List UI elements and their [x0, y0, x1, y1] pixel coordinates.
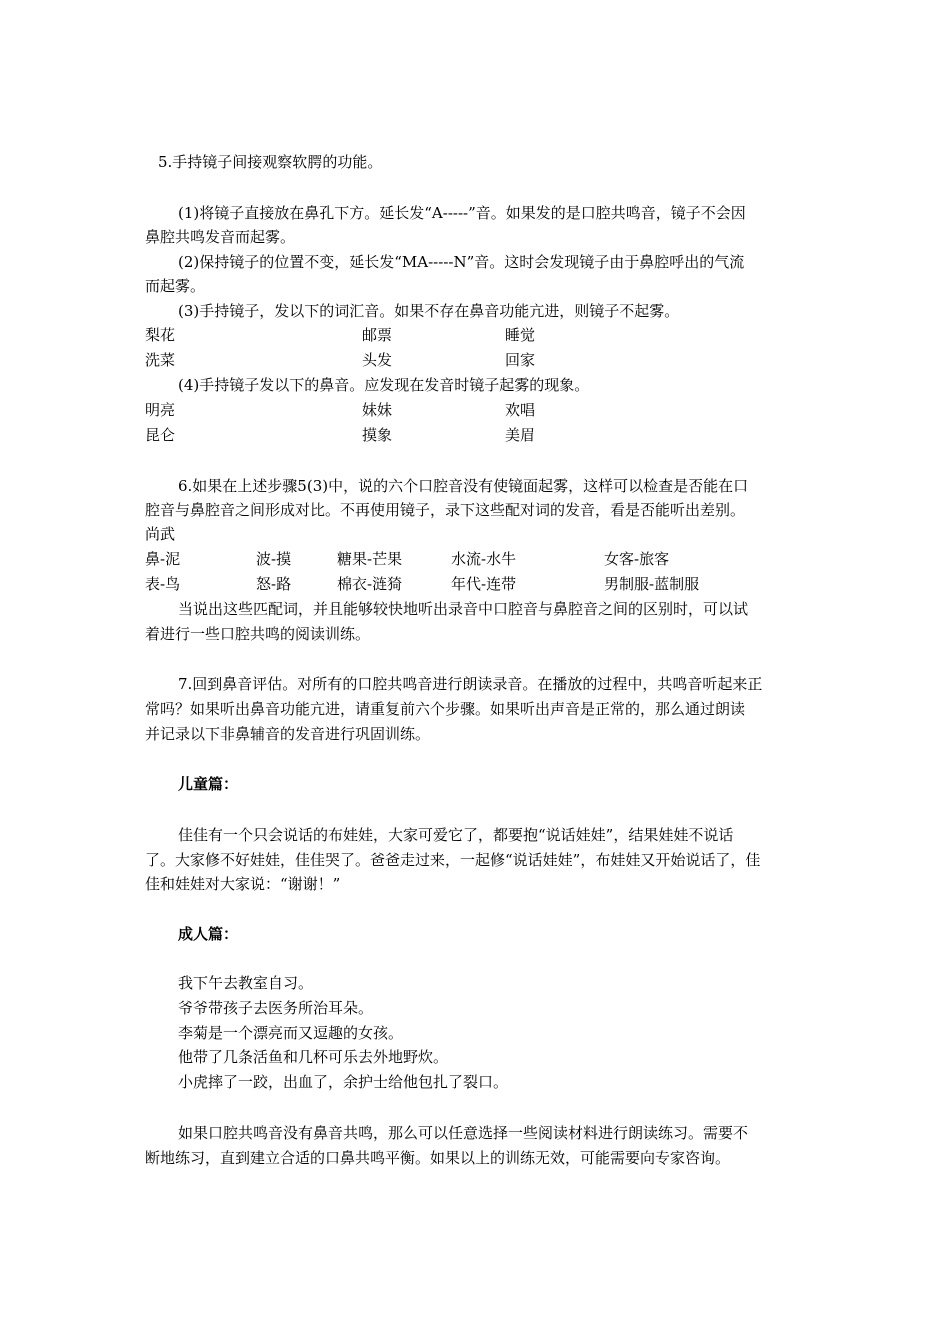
- children-line-2: 了。大家修不好娃娃，佳佳哭了。爸爸走过来，一起修“说话娃娃”，布娃娃又开始说话了，佳: [145, 851, 761, 869]
- pair-cell: 年代-连带: [451, 575, 517, 593]
- word-cell: 明亮: [145, 401, 176, 419]
- word-cell: 头发: [362, 351, 393, 369]
- section-7-line-3: 并记录以下非鼻辅音的发音进行巩固训练。: [145, 725, 431, 743]
- word-cell: 睡觉: [505, 326, 536, 344]
- adults-heading: 成人篇：: [178, 925, 239, 943]
- word-cell: 洗菜: [145, 351, 176, 369]
- pair-cell: 棉衣-涟猗: [337, 575, 403, 593]
- word-cell: 昆仑: [145, 426, 176, 444]
- pair-cell: 表-鸟: [145, 575, 181, 593]
- pair-cell: 波-摸: [256, 550, 292, 568]
- adult-sentence: 他带了几条活鱼和几杯可乐去外地野炊。: [178, 1048, 449, 1066]
- section-5-step-2-line-1: (2)保持镜子的位置不变，延长发“MA-----N”音。这时会发现镜子由于鼻腔呼出的气流: [178, 253, 745, 271]
- section-5-step-1-line-2: 鼻腔共鸣发音而起雾。: [145, 228, 296, 246]
- pair-cell: 糖果-芒果: [337, 550, 403, 568]
- section-6-after-line-1: 当说出这些匹配词，并且能够较快地听出录音中口腔音与鼻腔音之间的区别时，可以试: [178, 600, 749, 618]
- pair-cell: 男制服-蓝制服: [604, 575, 700, 593]
- pair-cell: 女客-旅客: [604, 550, 670, 568]
- word-cell: 邮票: [362, 326, 393, 344]
- closing-line-2: 断地练习，直到建立合适的口鼻共鸣平衡。如果以上的训练无效，可能需要向专家咨询。: [145, 1149, 731, 1167]
- children-line-1: 佳佳有一个只会说话的布娃娃，大家可爱它了，都要抱“说话娃娃”，结果娃娃不说话: [178, 826, 734, 844]
- section-7-line-1: 7.回到鼻音评估。对所有的口腔共鸣音进行朗读录音。在播放的过程中，共鸣音听起来正: [178, 675, 763, 693]
- section-6-line-2: 腔音与鼻腔音之间形成对比。不再使用镜子，录下这些配对词的发音，看是否能听出差别。: [145, 501, 746, 519]
- adult-sentence: 小虎摔了一跤，出血了，余护士给他包扎了裂口。: [178, 1073, 509, 1091]
- children-heading: 儿童篇：: [178, 775, 239, 793]
- pair-cell: 怒-路: [256, 575, 292, 593]
- closing-line-1: 如果口腔共鸣音没有鼻音共鸣，那么可以任意选择一些阅读材料进行朗读练习。需要不: [178, 1124, 749, 1142]
- pair-cell: 水流-水牛: [451, 550, 517, 568]
- section-7-line-2: 常吗？如果听出鼻音功能亢进，请重复前六个步骤。如果听出声音是正常的，那么通过朗读: [145, 700, 746, 718]
- section-5-step-3: (3)手持镜子，发以下的词汇音。如果不存在鼻音功能亢进，则镜子不起雾。: [178, 302, 680, 320]
- section-6-after-line-2: 着进行一些口腔共鸣的阅读训练。: [145, 625, 371, 643]
- word-cell: 美眉: [505, 426, 536, 444]
- section-5-step-2-line-2: 而起雾。: [145, 277, 206, 295]
- word-cell: 欢唱: [505, 401, 536, 419]
- section-5-step-1-line-1: (1)将镜子直接放在鼻孔下方。延长发“A-----”音。如果发的是口腔共鸣音，镜子不会因: [178, 204, 746, 222]
- children-line-3: 佳和娃娃对大家说：“谢谢！”: [145, 875, 341, 893]
- section-6-line-3: 尚武: [145, 525, 176, 543]
- adult-sentence: 我下午去教室自习。: [178, 974, 314, 992]
- word-cell: 梨花: [145, 326, 176, 344]
- pair-cell: 鼻-泥: [145, 550, 181, 568]
- word-cell: 摸象: [362, 426, 393, 444]
- section-5-title: 5.手持镜子间接观察软腭的功能。: [158, 153, 383, 171]
- adult-sentence: 爷爷带孩子去医务所治耳朵。: [178, 999, 374, 1017]
- word-cell: 妹妹: [362, 401, 393, 419]
- adult-sentence: 李菊是一个漂亮而又逗趣的女孩。: [178, 1024, 404, 1042]
- section-5-step-4: (4)手持镜子发以下的鼻音。应发现在发音时镜子起雾的现象。: [178, 376, 590, 394]
- word-cell: 回家: [505, 351, 536, 369]
- section-6-line-1: 6.如果在上述步骤5(3)中，说的六个口腔音没有使镜面起雾，这样可以检查是否能在口: [178, 477, 749, 495]
